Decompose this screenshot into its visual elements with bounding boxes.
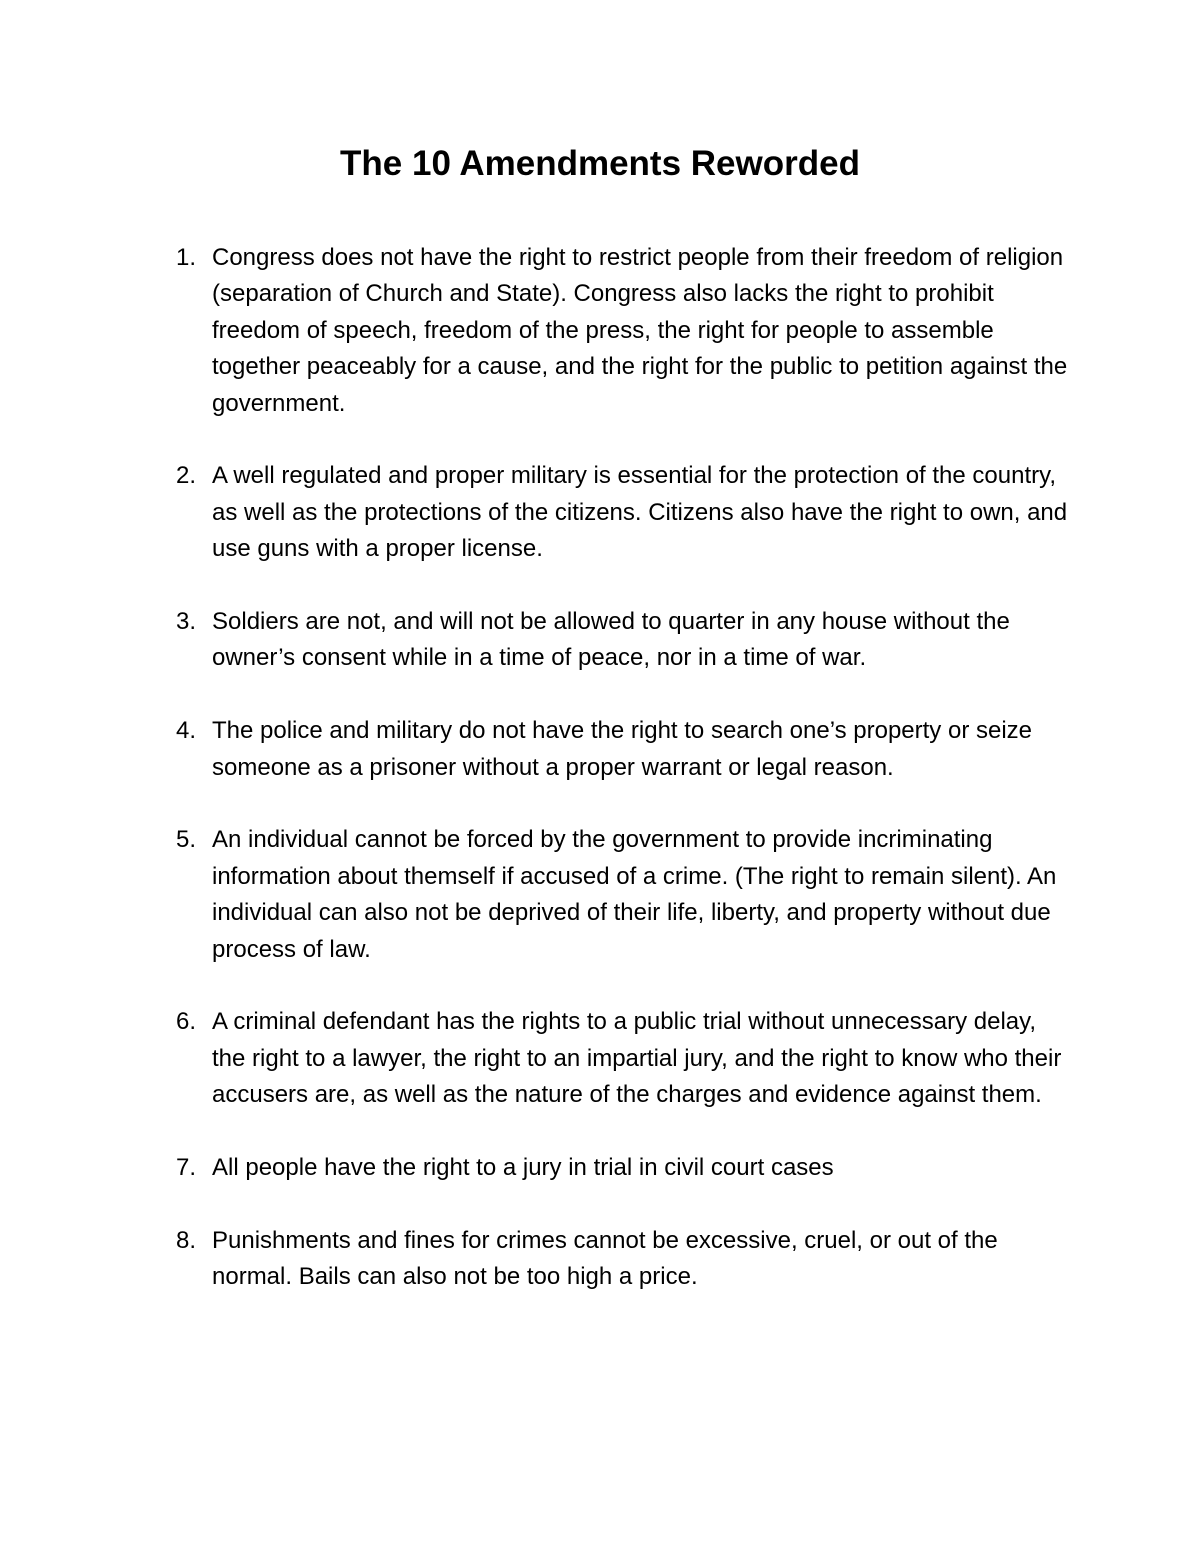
list-item [168, 822, 1068, 968]
list-item-number: 6. [176, 1008, 197, 1036]
list-item-number: 3. [176, 608, 197, 636]
list-item [168, 1150, 1068, 1186]
list-item [168, 1223, 1068, 1296]
list-item-number: 1. [176, 244, 197, 271]
list-item-number: 4. [176, 717, 197, 745]
list-item [168, 713, 1068, 786]
list-item-number: 7. [176, 1154, 197, 1182]
list-item-text: An individual cannot be forced by the government to provide incriminating information about themself if accused of a crime. (The right to remain silent). An individual can also not be deprived of their life, liberty, and property without due process of law. [212, 826, 1057, 963]
list-item-text: The police and military do not have the right to search one’s property or seize someone as a prisoner without a proper warrant or legal reason. [212, 717, 1033, 781]
list-item-text: A criminal defendant has the rights to a public trial without unnecessary delay, the right to a lawyer, the right to an impartial jury, and the right to know who their accusers are, as well as the nature of the charges and evidence against them. [212, 1008, 1062, 1109]
list-item [168, 604, 1068, 677]
list-item [168, 240, 1068, 422]
list-item-number: 2. [176, 462, 197, 490]
list-item [168, 1004, 1068, 1113]
amendment-list [168, 240, 1068, 1332]
document-title: The 10 Amendments Reworded [340, 144, 860, 183]
list-item-number: 5. [176, 826, 197, 854]
list-item-text: A well regulated and proper military is essential for the protection of the country, as well as the protections of the citizens. Citizens also have the right to own, and use guns with a proper license. [212, 462, 1068, 563]
list-item-text: Soldiers are not, and will not be allowed to quarter in any house without the owner’s consent while in a time of peace, nor in a time of war. [212, 608, 1010, 672]
list-item-number: 8. [176, 1226, 197, 1254]
list-item-text: All people have the right to a jury in trial in civil court cases [212, 1154, 834, 1182]
list-item [168, 458, 1068, 567]
list-item-text: Congress does not have the right to restrict people from their freedom of religion (separation of Church and State). Congress also lacks the right to prohibit freedom of speech, freedom of the press, the right for people to assemble together peaceably for a cause, and the right for the public to petition against the government. [212, 244, 1068, 417]
list-item-text: Punishments and fines for crimes cannot be excessive, cruel, or out of the normal. Bails can also not be too high a price. [212, 1226, 998, 1291]
